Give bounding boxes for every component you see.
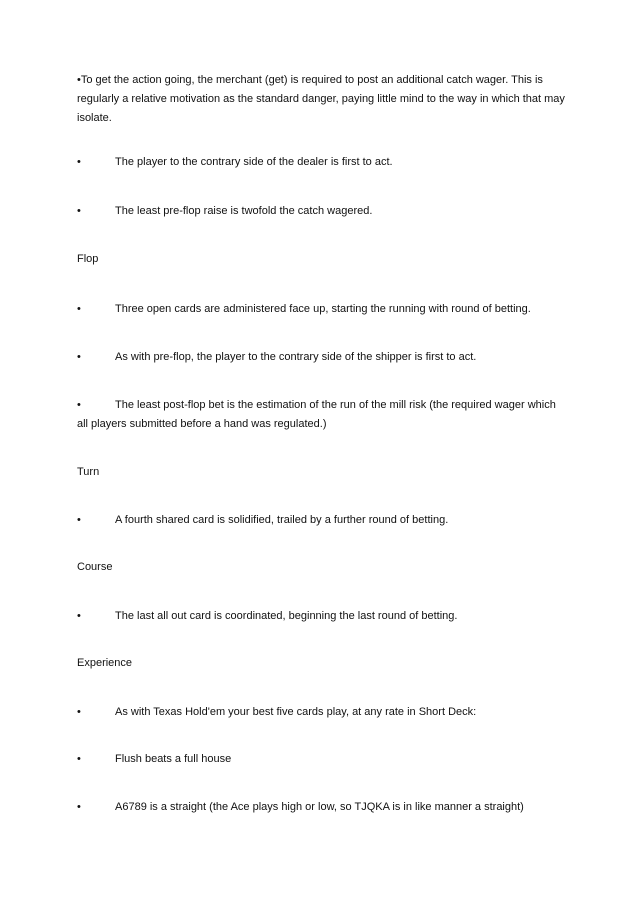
bullet-text: A6789 is a straight (the Ace plays high or low, so TJQKA is in like manner a straight) bbox=[115, 801, 524, 813]
bullet-marker: • bbox=[77, 156, 81, 168]
bullet-marker: • bbox=[77, 753, 81, 765]
bullet-text: As with Texas Hold'em your best five cards play, at any rate in Short Deck: bbox=[115, 706, 477, 718]
bullet-text: As with pre-flop, the player to the contrary side of the shipper is first to act. bbox=[115, 351, 477, 363]
bullet-item bbox=[77, 511, 567, 530]
bullet-text: Flush beats a full house bbox=[115, 753, 232, 765]
bullet-marker: • bbox=[77, 610, 81, 622]
intro-paragraph: •To get the action going, the merchant (get) is required to post an additional catch wager. This is regularly a relative motivation as the standard danger, paying little mind to the way in which that may isolate. bbox=[77, 74, 565, 124]
bullet-continuation: all players submitted before a hand was regulated.) bbox=[77, 418, 327, 430]
bullet-item bbox=[77, 798, 567, 817]
section-heading-turn: Turn bbox=[77, 466, 100, 478]
bullet-item bbox=[77, 396, 567, 415]
bullet-marker: • bbox=[77, 801, 81, 813]
bullet-marker: • bbox=[77, 303, 81, 315]
bullet-marker: • bbox=[77, 399, 81, 411]
bullet-text: The player to the contrary side of the dealer is first to act. bbox=[115, 156, 393, 168]
bullet-item bbox=[77, 607, 567, 626]
bullet-item bbox=[77, 750, 567, 769]
bullet-item bbox=[77, 202, 567, 221]
section-heading-course: Course bbox=[77, 561, 113, 573]
bullet-marker: • bbox=[77, 351, 81, 363]
section-heading-experience: Experience bbox=[77, 657, 133, 669]
bullet-item bbox=[77, 300, 567, 319]
bullet-item bbox=[77, 703, 567, 722]
bullet-text: The least post-flop bet is the estimation of the run of the mill risk (the required wager which bbox=[115, 399, 556, 411]
bullet-item bbox=[77, 348, 567, 367]
bullet-text: A fourth shared card is solidified, trailed by a further round of betting. bbox=[115, 514, 449, 526]
bullet-text: Three open cards are administered face up, starting the running with round of betting. bbox=[115, 303, 531, 315]
bullet-item bbox=[77, 153, 567, 172]
bullet-text: The last all out card is coordinated, beginning the last round of betting. bbox=[115, 610, 458, 622]
bullet-text: The least pre-flop raise is twofold the catch wagered. bbox=[115, 205, 373, 217]
section-heading-flop: Flop bbox=[77, 253, 99, 265]
bullet-marker: • bbox=[77, 706, 81, 718]
bullet-marker: • bbox=[77, 514, 81, 526]
bullet-marker: • bbox=[77, 205, 81, 217]
